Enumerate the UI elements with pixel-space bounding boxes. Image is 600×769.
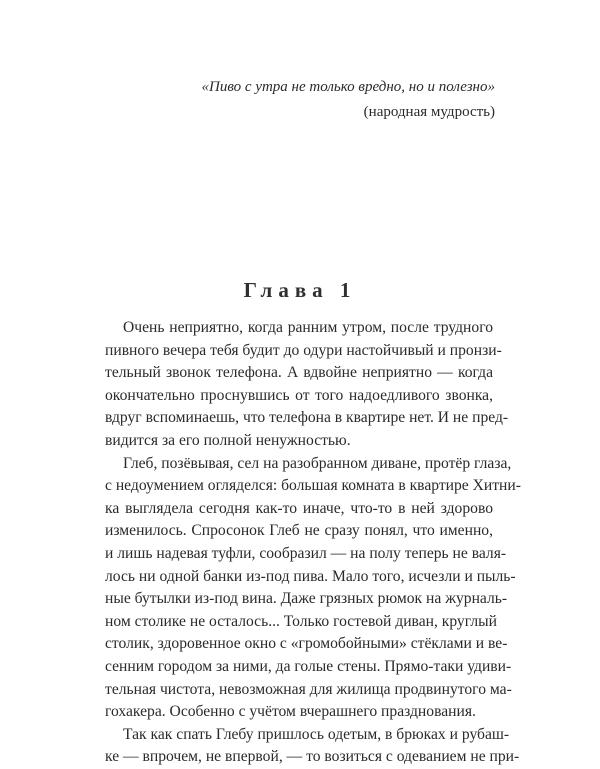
text-line: ка выглядела сегодня как-то иначе, что-то в ней здорово: [105, 499, 493, 517]
text-line: пивного вечера тебя будит до одури настойчивый и пронзи-: [105, 341, 502, 359]
text-line: Очень неприятно, когда ранним утром, после трудного: [123, 319, 493, 336]
text-line: окончательно проснувшись от того надоедливого звонка,: [105, 386, 493, 404]
epigraph-source: (народная мудрость): [363, 104, 495, 120]
chapter-title: Глава 1: [243, 278, 357, 302]
text-line: с недоумением огляделся: большая комната в квартире Хитни-: [105, 477, 521, 495]
text-line: Так как спать Глебу пришлось одетым, в брюках и рубаш-: [123, 725, 510, 743]
body-text: [105, 317, 521, 769]
text-line: ном столике не осталось... Только гостевой диван, круглый: [105, 612, 497, 630]
text-line: столик, здоровенное окно с «громобойными» стёклами и ве-: [105, 635, 508, 653]
epigraph-quote: «Пиво с утра не только вредно, но и полезно»: [201, 79, 495, 95]
text-line: тельный звонок телефона. А вдвойне неприятно — когда: [105, 364, 493, 382]
epigraph: [202, 76, 495, 123]
text-line: и лишь надевая туфли, сообразил — на полу теперь не валя-: [105, 544, 507, 562]
text-line: сенним городом за ними, да голые стены. Прямо-таки удиви-: [105, 657, 512, 675]
text-line: тельная чистота, невозможная для жилища продвинутого ма-: [105, 680, 512, 698]
text-line: вдруг вспоминаешь, что телефона в квартире нет. И не пред-: [105, 409, 509, 427]
text-line: видится за его полной ненужностью.: [105, 431, 351, 449]
text-line: ке — впрочем, не впервой, — то возиться с одеванием не при-: [105, 748, 520, 766]
text-line: гохакера. Особенно с учётом вчерашнего празднования.: [105, 703, 476, 721]
text-line: лось ни одной банки из-под пива. Мало того, исчезли и пыль-: [105, 567, 516, 585]
text-line: изменилось. Спросонок Глеб не сразу понял, что именно,: [105, 522, 493, 540]
text-line: Глеб, позёвывая, сел на разобранном диване, протёр глаза,: [123, 454, 512, 472]
text-line: ные бутылки из-под вина. Даже грязных рюмок на журналь-: [105, 590, 508, 608]
